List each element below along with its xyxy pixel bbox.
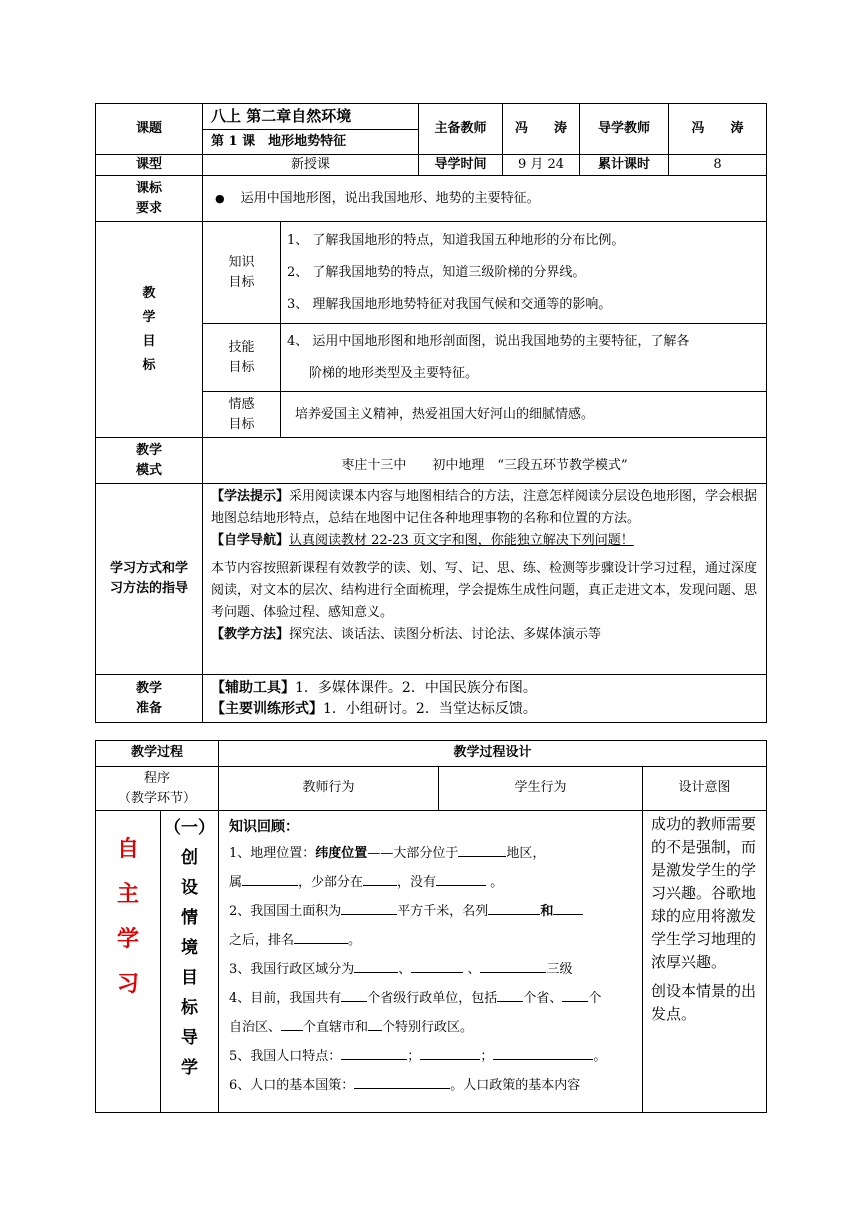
q-text: 属 bbox=[229, 875, 243, 890]
step-char: 标 bbox=[181, 998, 198, 1018]
knowledge-label bbox=[203, 222, 281, 324]
type-label: 课型 bbox=[96, 155, 203, 176]
step-char: 设 bbox=[181, 878, 198, 898]
answer-blank[interactable] bbox=[562, 987, 588, 1002]
skill-label-line1: 技能 bbox=[228, 339, 255, 355]
step-char: 目 bbox=[181, 968, 198, 988]
prep-label-line1: 教学 bbox=[135, 680, 162, 696]
answer-blank[interactable] bbox=[368, 1016, 382, 1031]
objectives-label bbox=[96, 222, 203, 438]
process-header-left: 教学过程 bbox=[96, 741, 219, 767]
tip-text: 采用阅读课本内容与地图相结合的方法，注意怎样阅读分层设色地形图，学会根据地图总结地形特点，总结在地图中记住各种地理事物的名称和位置的方法。 bbox=[211, 489, 758, 527]
answer-blank[interactable] bbox=[363, 871, 397, 886]
stage-char: 习 bbox=[116, 971, 139, 997]
prep-text-cell bbox=[203, 675, 767, 723]
nav-title: 【自学导航】 bbox=[211, 533, 290, 549]
review-title: 知识回顾： bbox=[229, 819, 300, 835]
method-label-line1: 学习方式和学 bbox=[109, 561, 188, 576]
topic-label: 课题 bbox=[96, 104, 203, 155]
q-text: ； bbox=[407, 1049, 421, 1064]
question-2 bbox=[229, 897, 638, 926]
q-text: 个直辖市和 bbox=[303, 1020, 369, 1035]
q-text: 个省级行政单位，包括 bbox=[367, 991, 498, 1006]
question-6 bbox=[229, 1071, 638, 1100]
q-text: ； bbox=[480, 1049, 494, 1064]
bullet-icon: ● bbox=[215, 191, 225, 205]
stage-cell bbox=[96, 811, 161, 1113]
step-char: 创 bbox=[181, 848, 198, 868]
stage-char: 主 bbox=[116, 881, 139, 907]
answer-blank[interactable] bbox=[480, 958, 546, 973]
train-line bbox=[211, 699, 766, 720]
method-text-cell bbox=[203, 484, 767, 675]
q-text: 3、我国行政区域分为 bbox=[229, 962, 355, 977]
answer-blank[interactable] bbox=[242, 871, 298, 886]
answer-blank[interactable] bbox=[354, 1074, 450, 1089]
answer-blank[interactable] bbox=[488, 900, 540, 915]
tools-line bbox=[211, 678, 766, 699]
teacher-col-header: 教师行为 bbox=[219, 767, 439, 811]
process-table bbox=[95, 740, 767, 1113]
method-body: 本节内容按照新课程有效教学的读、划、写、记、思、练、检测等步骤设计学习过程，通过深度阅读，对文本的层次、结构进行全面梳理，学会提炼生成性问题，真正走进文本，发现问题、思考问题、体验过程、感知意义。 bbox=[211, 561, 758, 621]
knowledge-items bbox=[281, 222, 767, 324]
q-text: 之后，排名 bbox=[229, 933, 295, 948]
step-cell bbox=[161, 811, 219, 1113]
skill-item: 4、 运用中国地形图和地形剖面图，说出我国地势的主要特征，了解各 bbox=[287, 333, 690, 349]
knowledge-item: 3、 理解我国地形地势特征对我国气候和交通等的影响。 bbox=[287, 296, 612, 312]
q-text: 。 bbox=[593, 1049, 607, 1064]
review-cell bbox=[219, 811, 643, 1113]
mode-label-line1: 教学 bbox=[135, 442, 162, 458]
step-char: （一） bbox=[164, 818, 215, 838]
hours-value: 8 bbox=[669, 155, 767, 176]
q-text: ，没有 bbox=[397, 875, 437, 890]
answer-blank[interactable] bbox=[281, 1016, 303, 1031]
skill-item-continued: 阶梯的地形类型及主要特征。 bbox=[309, 365, 479, 381]
q-text: 、 bbox=[467, 962, 481, 977]
q-text: ，少部分在 bbox=[298, 875, 364, 890]
q-text: 和 bbox=[540, 904, 554, 919]
answer-blank[interactable] bbox=[436, 871, 486, 886]
question-1 bbox=[229, 839, 638, 868]
answer-blank[interactable] bbox=[341, 900, 397, 915]
q-text: 个省、 bbox=[523, 991, 563, 1006]
method-label-line2: 习方法的指导 bbox=[109, 581, 188, 597]
q-text: 4、目前，我国共有 bbox=[229, 991, 342, 1006]
student-col-header: 学生行为 bbox=[439, 767, 643, 811]
q-text: 个特别行政区。 bbox=[382, 1020, 474, 1035]
question-4-cont bbox=[229, 1013, 638, 1042]
objectives-char: 标 bbox=[142, 357, 156, 373]
teach-title: 【教学方法】 bbox=[211, 627, 290, 643]
tip-paragraph bbox=[211, 486, 760, 530]
q-text: 5、我国人口特点： bbox=[229, 1049, 342, 1064]
q-text: 2、我国国土面积为 bbox=[229, 904, 342, 919]
lesson-plan-table bbox=[95, 103, 767, 723]
q-text: 地区， bbox=[506, 846, 546, 861]
skill-items bbox=[281, 324, 767, 392]
teach-paragraph bbox=[211, 624, 760, 646]
intent-col-header: 设计意图 bbox=[643, 767, 767, 811]
objectives-char: 学 bbox=[142, 309, 156, 325]
knowledge-item: 2、 了解我国地势的特点，知道三级阶梯的分界线。 bbox=[287, 264, 586, 280]
hours-label: 累计课时 bbox=[580, 155, 669, 176]
stage-char: 自 bbox=[116, 836, 139, 862]
tip-title: 【学法提示】 bbox=[211, 489, 290, 505]
main-teacher-label: 主备教师 bbox=[419, 104, 503, 155]
q-text: 三级 bbox=[546, 962, 573, 977]
nav-paragraph bbox=[211, 530, 760, 552]
step-char: 情 bbox=[181, 908, 198, 928]
objectives-char: 教 bbox=[142, 285, 156, 301]
main-teacher: 冯 涛 bbox=[503, 104, 580, 155]
train-text: 1．小组研讨。2．当堂达标反馈。 bbox=[323, 700, 537, 717]
step-char: 学 bbox=[181, 1058, 198, 1078]
answer-blank[interactable] bbox=[553, 900, 583, 915]
type-value: 新授课 bbox=[203, 155, 419, 176]
q-text: 、 bbox=[398, 962, 412, 977]
intent-text-2: 创设本情景的出发点。 bbox=[651, 982, 757, 1023]
skill-label-line2: 目标 bbox=[228, 359, 255, 375]
answer-blank[interactable] bbox=[493, 1045, 593, 1060]
stage-char: 学 bbox=[116, 926, 139, 952]
answer-blank[interactable] bbox=[294, 929, 348, 944]
q-text: 自治区、 bbox=[229, 1020, 282, 1035]
question-1-cont bbox=[229, 868, 638, 897]
topic-title: 八上 第二章自然环境 bbox=[203, 104, 418, 130]
step-char: 境 bbox=[181, 938, 198, 958]
topic-cell bbox=[203, 104, 419, 155]
mode-label bbox=[96, 438, 203, 484]
q-text: 。人口政策的基本内容 bbox=[450, 1078, 581, 1093]
program-label: 程序 bbox=[144, 770, 171, 786]
guide-teacher-label: 导学教师 bbox=[580, 104, 669, 155]
method-label bbox=[96, 484, 203, 675]
q-text: 平方千米，名列 bbox=[397, 904, 489, 919]
answer-blank[interactable] bbox=[341, 1045, 407, 1060]
answer-blank[interactable] bbox=[354, 958, 398, 973]
emotion-label-line1: 情感 bbox=[228, 396, 255, 412]
program-sub-label: （教学环节） bbox=[118, 790, 197, 806]
answer-blank[interactable] bbox=[420, 1045, 480, 1060]
prep-label bbox=[96, 675, 203, 723]
q-text: 纬度位置 bbox=[315, 846, 368, 861]
intent-cell bbox=[643, 811, 767, 1113]
skill-label bbox=[203, 324, 281, 392]
question-4 bbox=[229, 984, 638, 1013]
q-text: 。 bbox=[348, 933, 362, 948]
emotion-label bbox=[203, 392, 281, 438]
q-text: 个 bbox=[588, 991, 602, 1006]
standard-label bbox=[96, 176, 203, 222]
standard-text-cell bbox=[203, 176, 767, 222]
answer-blank[interactable] bbox=[411, 958, 463, 973]
intent-text: 成功的教师需要的不是强制，而是激发学生的学习兴趣。谷歌地球的应用将激发学生学习地理的浓厚兴趣。 bbox=[651, 815, 757, 971]
question-5 bbox=[229, 1042, 638, 1071]
objectives-char: 目 bbox=[142, 333, 156, 349]
emotion-label-line2: 目标 bbox=[228, 416, 255, 432]
question-2-cont bbox=[229, 926, 638, 955]
guide-teacher: 冯 涛 bbox=[669, 104, 767, 155]
prep-label-line2: 准备 bbox=[135, 700, 162, 716]
time-value: 9 月 24 bbox=[503, 155, 580, 176]
q-text: 6、人口的基本国策： bbox=[229, 1078, 355, 1093]
tools-text: 1．多媒体课件。2．中国民族分布图。 bbox=[295, 679, 537, 696]
topic-subtitle: 第 1 课 地形地势特征 bbox=[211, 134, 347, 149]
answer-blank[interactable] bbox=[458, 842, 506, 857]
process-header-right: 教学过程设计 bbox=[219, 741, 767, 767]
q-text: ——大部分位于 bbox=[367, 846, 459, 861]
nav-text: 认真阅读教材 22-23 页文字和图，你能独立解决下列问题！ bbox=[289, 533, 634, 549]
teach-text: 探究法、谈话法、读图分析法、讨论法、多媒体演示等 bbox=[289, 627, 602, 643]
program-cell bbox=[96, 767, 219, 811]
emotion-text: 培养爱国主义精神，热爱祖国大好河山的细腻情感。 bbox=[281, 392, 767, 438]
answer-blank[interactable] bbox=[341, 987, 367, 1002]
step-char: 导 bbox=[181, 1028, 198, 1048]
q-text: 1、地理位置： bbox=[229, 846, 316, 861]
question-3 bbox=[229, 955, 638, 984]
tools-title: 【辅助工具】 bbox=[211, 679, 295, 696]
knowledge-item: 1、 了解我国地形的特点，知道我国五种地形的分布比例。 bbox=[287, 232, 625, 248]
standard-label-line1: 课标 bbox=[135, 180, 162, 196]
answer-blank[interactable] bbox=[497, 987, 523, 1002]
time-label: 导学时间 bbox=[419, 155, 503, 176]
standard-text: 运用中国地形图，说出我国地形、地势的主要特征。 bbox=[240, 190, 540, 206]
mode-text: 枣庄十三中 初中地理 “三段五环节教学模式” bbox=[203, 438, 767, 484]
q-text: 。 bbox=[490, 875, 504, 890]
train-title: 【主要训练形式】 bbox=[211, 700, 323, 717]
knowledge-label-line2: 目标 bbox=[228, 274, 255, 290]
knowledge-label-line1: 知识 bbox=[228, 254, 255, 270]
standard-label-line2: 要求 bbox=[135, 200, 162, 216]
mode-label-line2: 模式 bbox=[135, 462, 162, 478]
